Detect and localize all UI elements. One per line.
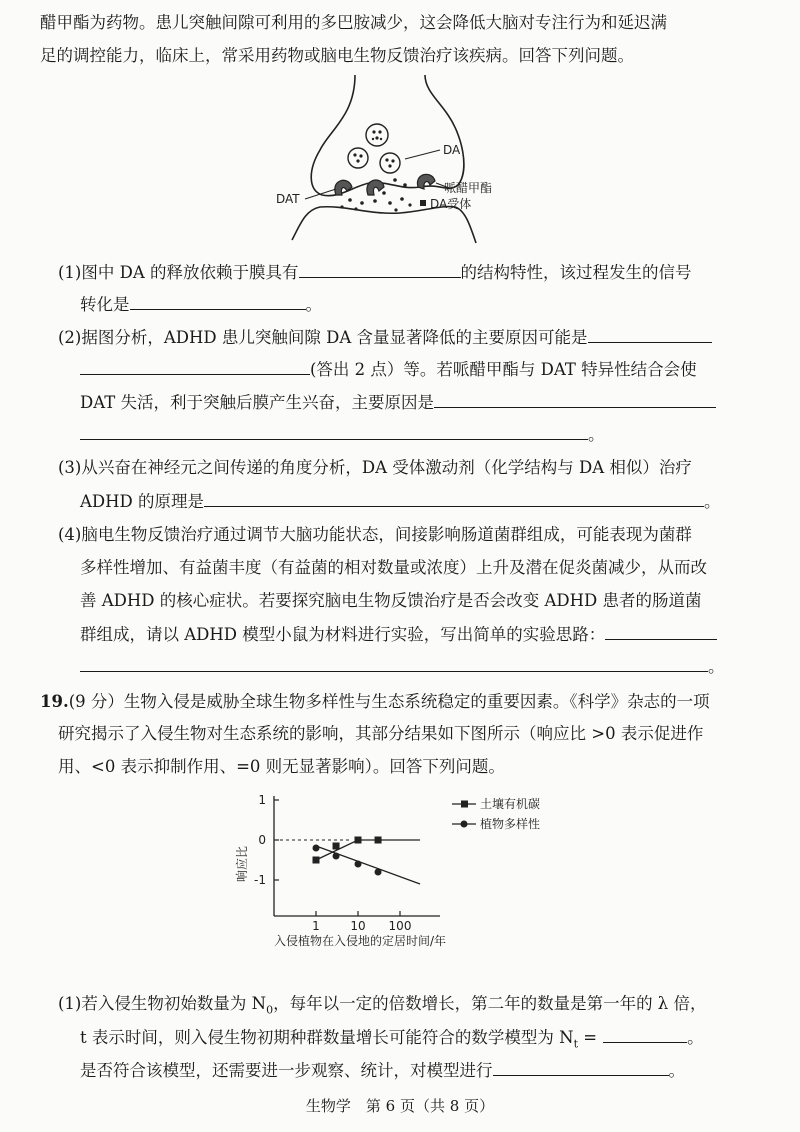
answer-blank[interactable] bbox=[130, 294, 306, 310]
label-da-receptor: DA受体 bbox=[430, 197, 472, 211]
synapse-diagram bbox=[0, 75, 800, 250]
legend-label: 植物多样性 bbox=[480, 817, 541, 831]
x-tick-label: 1 bbox=[312, 919, 320, 933]
answer-blank[interactable] bbox=[299, 262, 461, 278]
q18-part2-line4: 。 bbox=[80, 424, 605, 445]
y-axis-label: 响应比 bbox=[235, 845, 249, 883]
intro-line-2: 足的调控能力，临床上，常采用药物或脑电生物反馈治疗该疾病。回答下列问题。 bbox=[40, 46, 634, 65]
data-point-soil-carbon bbox=[333, 843, 340, 850]
chart-axes bbox=[274, 796, 440, 916]
answer-blank[interactable] bbox=[80, 424, 588, 440]
answer-blank[interactable] bbox=[80, 359, 310, 375]
answer-blank[interactable] bbox=[588, 327, 712, 343]
x-tick-label: 100 bbox=[388, 919, 412, 933]
q18-part1-line1: (1)图中 DA 的释放依赖于膜具有 的结构特性，该过程发生的信号 bbox=[58, 263, 692, 282]
q18-part4-line2: 多样性增加、有益菌丰度（有益菌的相对数量或浓度）上升及潜在促炎菌减少，从而改 bbox=[80, 558, 707, 577]
data-point-plant-diversity bbox=[355, 861, 362, 868]
intro-line-1: 醋甲酯为药物。患儿突触间隙可利用的多巴胺减少，这会降低大脑对专注行为和延迟满 bbox=[40, 13, 667, 32]
y-tick-label: 0 bbox=[258, 833, 266, 847]
q19-part1-line2: t 表示时间，则入侵生物初期种群数量增长可能符合的数学模型为 $N_t$ = 。 bbox=[80, 1028, 704, 1051]
q19-part1-line1: (1)若入侵生物初始数量为 $N_0$，每年以一定的倍数增长，第二年的数量是第一年的 λ 倍， bbox=[58, 994, 707, 1017]
series-line-1 bbox=[316, 846, 420, 884]
data-point-plant-diversity bbox=[333, 853, 340, 860]
chart-legend bbox=[452, 796, 540, 831]
q19-line2: 研究揭示了入侵生物对生态系统的影响，其部分结果如下图所示（响应比 >0 表示促进作 bbox=[58, 724, 704, 743]
answer-blank[interactable] bbox=[434, 392, 716, 408]
label-methylphenidate: 哌醋甲酯 bbox=[444, 181, 493, 195]
legend-label: 土壤有机碳 bbox=[480, 797, 541, 811]
q18-part4-line4: 群组成，请以 ADHD 模型小鼠为材料进行实验，写出简单的实验思路： bbox=[80, 624, 717, 645]
data-point-soil-carbon bbox=[313, 857, 320, 864]
q18-part4-line5: 。 bbox=[80, 656, 725, 677]
q18-part2-line2: (答出 2 点）等。若哌醋甲酯与 DAT 特异性结合会使 bbox=[80, 359, 697, 380]
y-tick-label: -1 bbox=[254, 873, 266, 887]
answer-blank[interactable] bbox=[80, 656, 708, 672]
q18-part2-line1: (2)据图分析，ADHD 患儿突触间隙 DA 含量显著降低的主要原因可能是 bbox=[58, 327, 712, 348]
legend-marker-square bbox=[461, 801, 468, 808]
q19-line1: 19.(9 分）生物入侵是威胁全球生物多样性与生态系统稳定的重要因素。《科学》杂志的一项 bbox=[40, 692, 710, 711]
label-dat: DAT bbox=[276, 192, 300, 206]
answer-blank[interactable] bbox=[605, 624, 717, 640]
data-point-soil-carbon bbox=[375, 837, 382, 844]
q18-part3-line1: (3)从兴奋在神经元之间传递的角度分析，DA 受体激动剂（化学结构与 DA 相似）治疗 bbox=[58, 458, 692, 477]
q18-part2-line3: DAT 失活，利于突触后膜产生兴奋，主要原因是 bbox=[80, 392, 716, 413]
q19-line3: 用、<0 表示抑制作用、=0 则无显著影响）。回答下列问题。 bbox=[58, 757, 505, 776]
answer-blank[interactable] bbox=[603, 1027, 687, 1043]
q18-part4-line3: 善 ADHD 的核心症状。若要探究脑电生物反馈治疗是否会改变 ADHD 患者的肠道菌 bbox=[80, 591, 702, 610]
q18-part3-line2: ADHD 的原理是 。 bbox=[80, 492, 721, 511]
legend-marker-circle bbox=[461, 821, 468, 828]
x-axis-label: 入侵植物在入侵地的定居时间/年 bbox=[273, 934, 447, 948]
answer-blank[interactable] bbox=[204, 491, 704, 507]
q18-part4-line1: (4)脑电生物反馈治疗通过调节大脑功能状态，间接影响肠道菌群组成，可能表现为菌群 bbox=[58, 525, 692, 544]
series-line-0 bbox=[316, 840, 420, 860]
data-point-plant-diversity bbox=[375, 869, 382, 876]
da-receptor bbox=[420, 200, 426, 206]
postsynaptic-membrane bbox=[292, 207, 476, 243]
y-tick-label: 1 bbox=[258, 793, 266, 807]
response-ratio-chart bbox=[0, 788, 800, 963]
data-point-plant-diversity bbox=[313, 845, 320, 852]
answer-blank[interactable] bbox=[493, 1060, 669, 1076]
page-footer: 生物学 第 6 页（共 8 页） bbox=[305, 1097, 495, 1115]
q19-part1-line3: 是否符合该模型，还需要进一步观察、统计，对模型进行 。 bbox=[80, 1061, 685, 1080]
x-tick-label: 10 bbox=[350, 919, 366, 933]
data-point-soil-carbon bbox=[355, 837, 362, 844]
label-da: DA bbox=[443, 143, 461, 157]
q18-part1-line2: 转化是 。 bbox=[80, 295, 322, 314]
